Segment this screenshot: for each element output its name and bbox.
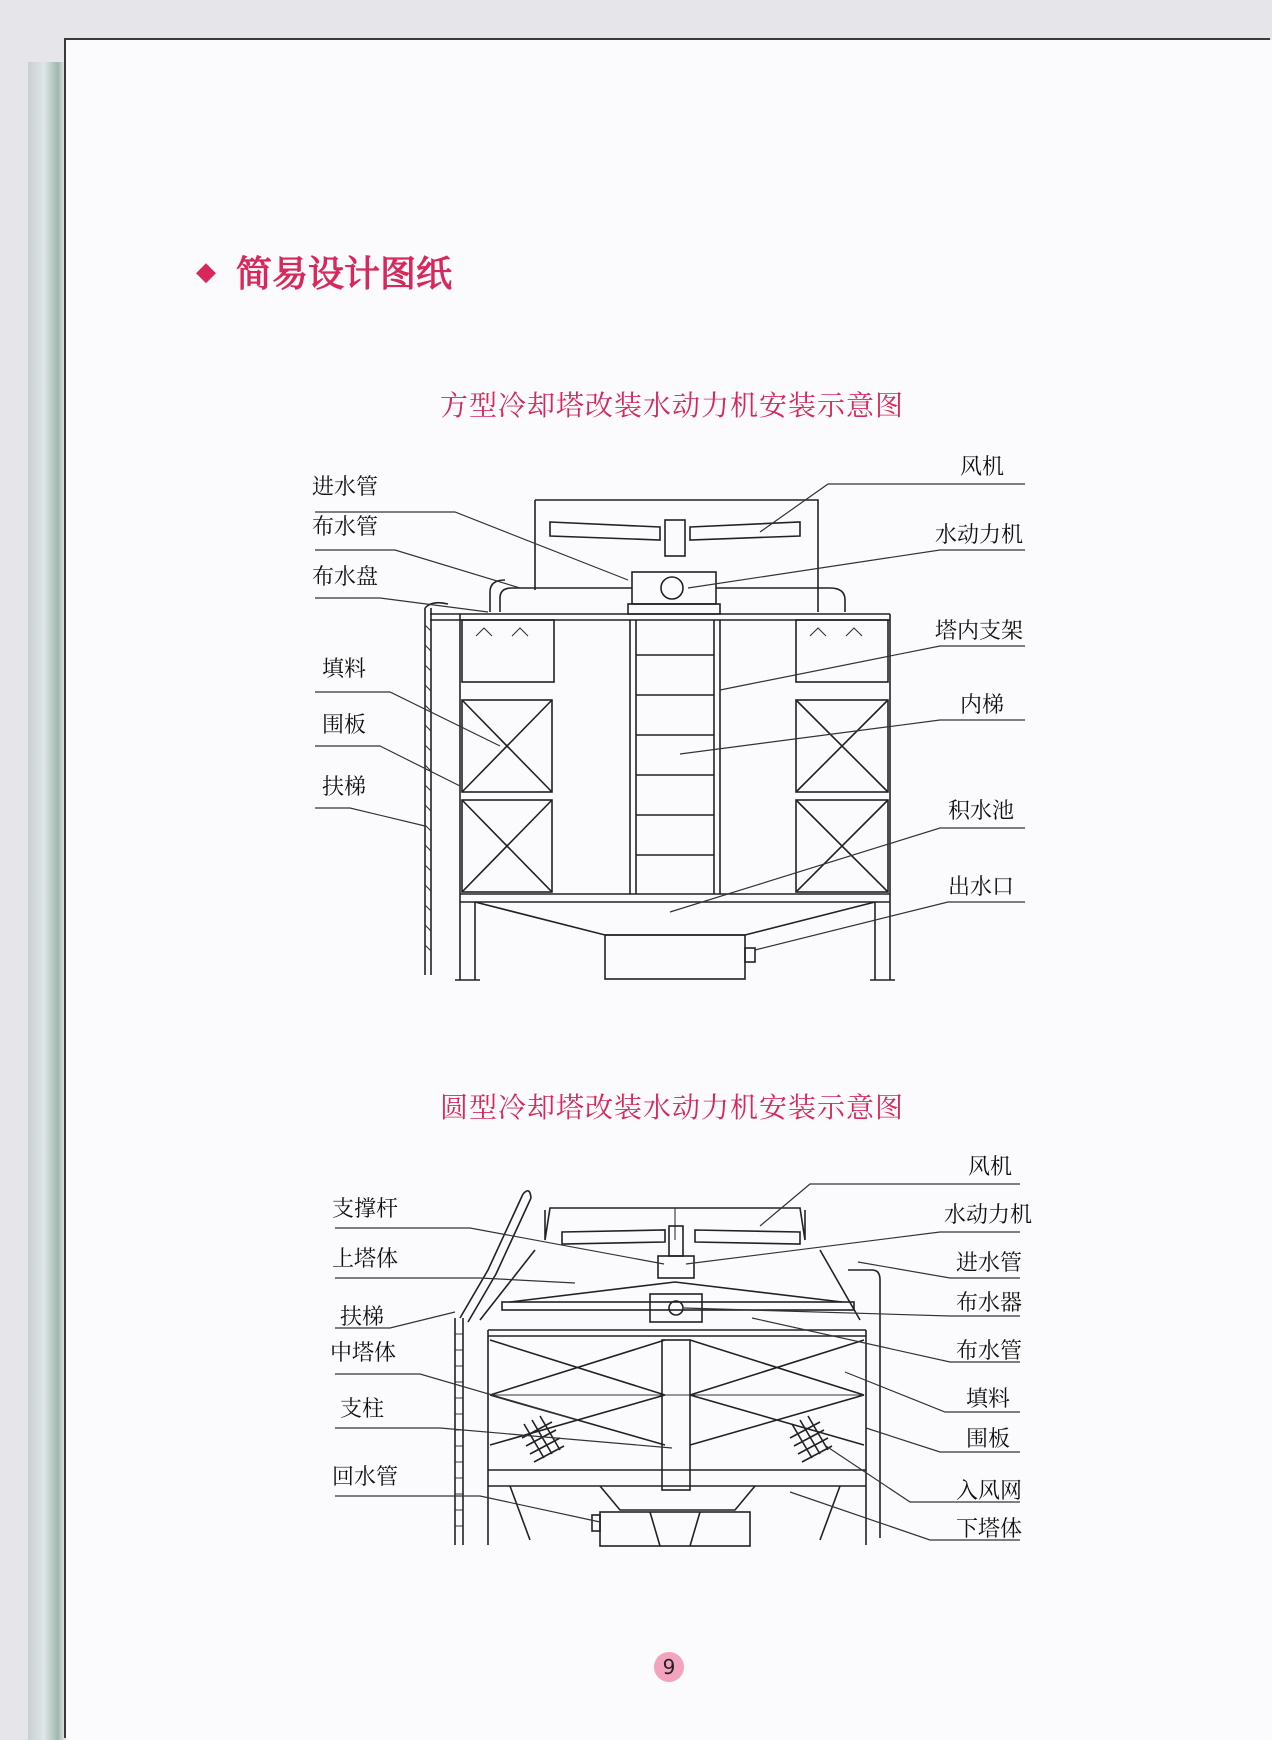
label-fan: 风机 (968, 1155, 1013, 1180)
water-basin-floor (475, 902, 875, 935)
label-ladder: 扶梯 (322, 775, 367, 800)
left-fill-cross (490, 1340, 665, 1445)
left-air-inlet-net (522, 1416, 564, 1462)
label-inlet-pipe: 进水管 (956, 1251, 1023, 1276)
fan-blade-right (690, 522, 800, 540)
spray-nozzles (476, 628, 862, 636)
label-strut: 支撑杆 (332, 1197, 399, 1222)
fan-blade-left (550, 522, 660, 540)
leader-upper-body (335, 1278, 575, 1283)
right-distribution-basin (796, 620, 888, 682)
right-air-inlet-net (790, 1416, 832, 1462)
label-hydro-motor: 水动力机 (944, 1203, 1033, 1228)
leader-ladder (315, 808, 425, 826)
ladder-rungs (425, 625, 431, 951)
label-distribution-basin: 布水盘 (312, 565, 379, 590)
leader-return-pipe (335, 1496, 600, 1522)
label-column: 支柱 (340, 1397, 385, 1422)
label-upper-body: 上塔体 (332, 1247, 399, 1272)
label-basin: 积水池 (948, 799, 1015, 824)
square-tower-title: 方型冷却塔改装水动力机安装示意图 (439, 389, 904, 422)
motor-base (628, 604, 720, 614)
label-outlet: 出水口 (948, 875, 1015, 900)
strut-top (523, 1191, 531, 1198)
leader-column (335, 1428, 672, 1448)
inner-ladder-rungs (636, 655, 714, 855)
fan-blade-left (562, 1230, 665, 1244)
support-column (662, 1340, 690, 1490)
leader-hydro-motor (688, 550, 1025, 588)
hydro-motor-box (658, 1256, 694, 1278)
upper-cone (510, 1282, 842, 1302)
section-heading-text: 简易设计图纸 (236, 254, 453, 295)
leader-inner-ladder (680, 720, 1025, 754)
label-middle-body: 中塔体 (330, 1341, 397, 1366)
outlet-sump (605, 935, 745, 979)
diamond-bullet-icon: ◆ (196, 256, 216, 287)
leader-distribution-basin (315, 598, 488, 612)
leader-inner-frame (720, 646, 1025, 690)
fan-shaft (665, 520, 685, 556)
label-hydro-motor: 水动力机 (935, 523, 1024, 548)
basin-drain (650, 1512, 700, 1546)
label-panel: 围板 (966, 1427, 1011, 1452)
left-fill-blocks (462, 700, 552, 892)
left-distribution-basin (462, 620, 554, 682)
inlet-pipe (490, 580, 505, 612)
label-return-pipe: 回水管 (332, 1465, 399, 1490)
label-distributor: 布水器 (956, 1291, 1023, 1316)
water-basin (600, 1512, 750, 1546)
hydro-motor-rotor (661, 577, 683, 599)
square-tower-diagram (0, 440, 1272, 1000)
distributor-rotor (669, 1301, 683, 1315)
right-fill-cross (690, 1340, 864, 1445)
label-fill: 填料 (966, 1387, 1011, 1412)
page-number-badge: 9 (654, 1652, 684, 1682)
label-lower-body: 下塔体 (956, 1517, 1023, 1542)
return-pipe-nozzle (592, 1515, 600, 1531)
label-distribution-pipe: 布水管 (956, 1339, 1023, 1364)
label-inner-ladder: 内梯 (960, 693, 1005, 718)
label-panel: 围板 (322, 713, 367, 738)
round-tower-title: 圆型冷却塔改装水动力机安装示意图 (439, 1091, 904, 1124)
fan-blade-right (695, 1230, 800, 1244)
label-ladder: 扶梯 (340, 1305, 385, 1330)
section-heading (196, 246, 452, 297)
distribution-pipe (500, 588, 845, 612)
label-distribution-pipe: 布水管 (312, 515, 379, 540)
label-inner-frame: 塔内支架 (935, 619, 1024, 644)
round-tower-diagram (0, 1140, 1272, 1560)
strut (460, 1194, 531, 1322)
label-inlet-pipe: 进水管 (312, 475, 379, 500)
distributor-plate (502, 1302, 854, 1310)
label-fan: 风机 (960, 455, 1005, 480)
label-air-inlet-net: 入风网 (956, 1479, 1023, 1504)
fan-shaft (669, 1226, 683, 1256)
outlet-nozzle (745, 948, 755, 962)
label-fill: 填料 (322, 657, 367, 682)
